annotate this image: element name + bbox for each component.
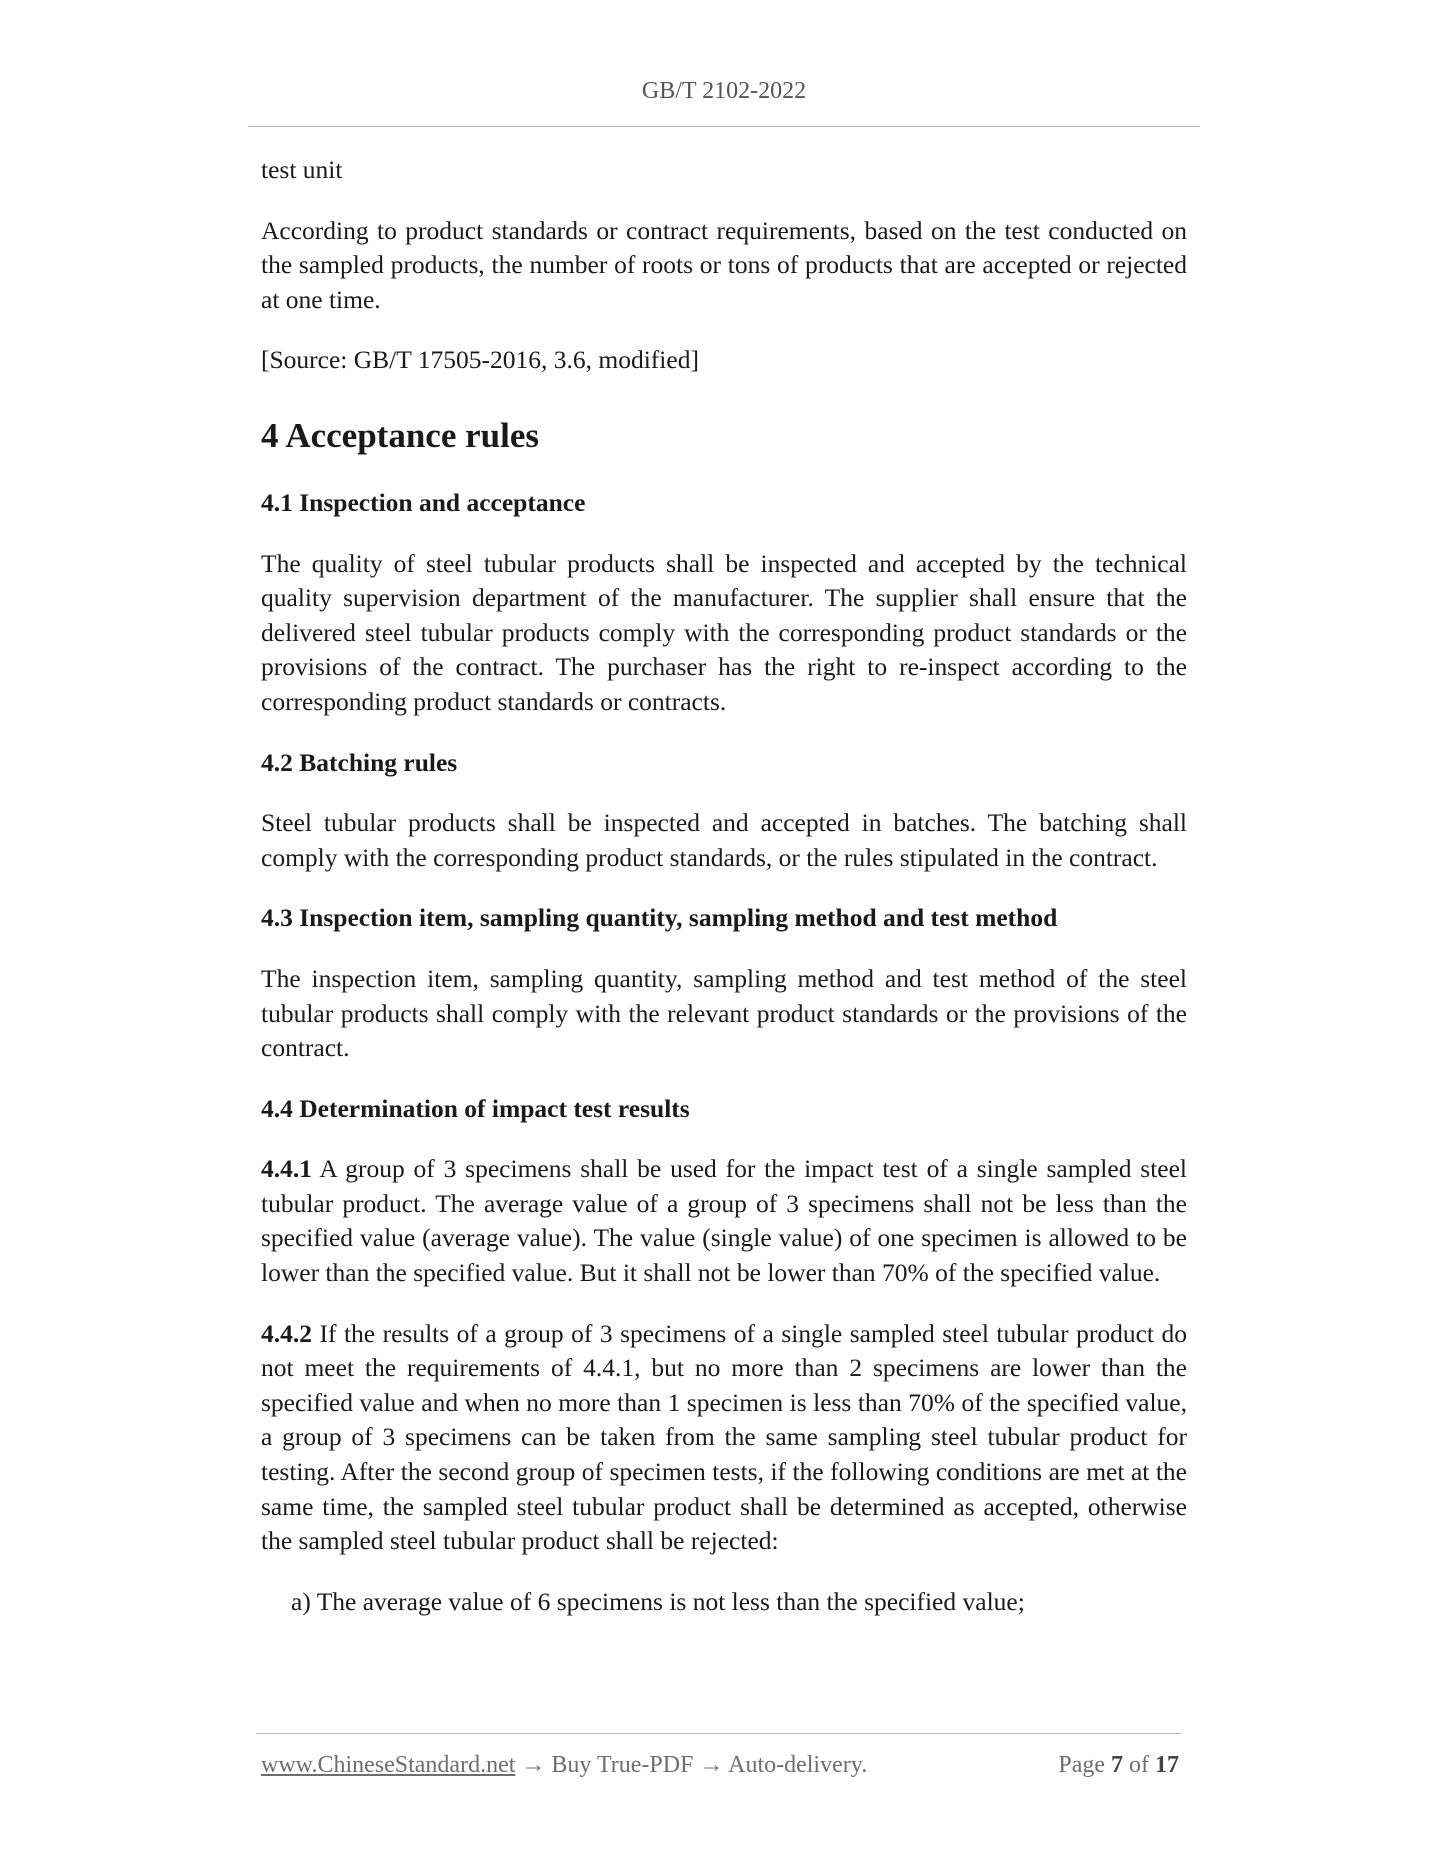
promo-text: → Buy True-PDF → Auto-delivery. (515, 1752, 868, 1778)
clause-4-4-1-text: A group of 3 specimens shall be used for the impact test of a single sampled steel tubular product. The average value of a group of 3 specimens shall not be less than the specified value (average value). The value (single value) of one specimen is allowed to be lower than the specified value. But it shall not be lower than 70% of the specified value. (261, 1154, 1188, 1288)
current-page-number: 7 (1111, 1752, 1123, 1778)
clause-4-4-1 (261, 1152, 1187, 1290)
of-label: of (1123, 1752, 1155, 1778)
subsection-4-4-heading: 4.4 Determination of impact test results (261, 1093, 690, 1123)
header-divider (248, 126, 1200, 127)
clause-4-4-1-number: 4.4.1 (261, 1154, 312, 1184)
subsection-4-3-text: The inspection item, sampling quantity, sampling method and test method of the steel tubular products shall comply with the relevant product standards or the provisions of the contract. (261, 963, 1187, 1063)
subsection-4-2-heading: 4.2 Batching rules (261, 747, 458, 777)
subsection-4-1-text: The quality of steel tubular products shall be inspected and accepted by the technical quality supervision department of the manufacturer. The supplier shall ensure that the delivered steel tubular products comply with the corresponding product standards or the provisions of the contract. The purchaser has the right to re-inspect according to the corresponding product standards or contracts. (261, 548, 1187, 716)
subsection-4-1-heading: 4.1 Inspection and acceptance (261, 487, 586, 517)
term-title: test unit (261, 155, 343, 184)
section-4-heading: 4 Acceptance rules (261, 415, 539, 455)
clause-4-4-2-number: 4.4.2 (261, 1318, 312, 1348)
list-item-a: a) The average value of 6 specimens is not less than the specified value; (291, 1586, 1025, 1616)
total-pages-number: 17 (1155, 1752, 1179, 1778)
subsection-4-2-text: Steel tubular products shall be inspected and accepted in batches. The batching shall comply with the corresponding product standards, or the rules stipulated in the contract. (261, 808, 1187, 872)
term-source: [Source: GB/T 17505-2016, 3.6, modified] (261, 345, 699, 375)
clause-4-4-2-text: If the results of a group of 3 specimens of a single sampled steel tubular product do not meet the requirements of 4.4.1, but no more than 2 specimens are lower than the specified value and when no more than 1 specimen is less than 70% of the specified value, a group of 3 specimens can be taken from the same sampling steel tubular product for testing. After the second group of specimen tests, if the following conditions are met at the same time, the sampled steel tubular product shall be determined as accepted, otherwise the sampled steel tubular product shall be rejected: (261, 1318, 1187, 1556)
subsection-4-3-heading: 4.3 Inspection item, sampling quantity, sampling method and test method (261, 903, 1058, 933)
page-body (261, 153, 1187, 1645)
footer-divider (256, 1733, 1181, 1734)
clause-4-4-2 (261, 1317, 1187, 1559)
page-indicator (1058, 1752, 1179, 1779)
term-definition: According to product standards or contract requirements, based on the test conducted on the sampled products, the number of roots or tons of products that are accepted or rejected at one time. (261, 215, 1187, 314)
running-header: GB/T 2102-2022 (641, 78, 807, 104)
site-link[interactable]: www.ChineseStandard.net (261, 1752, 516, 1778)
page-label: Page (1058, 1752, 1111, 1778)
footer-promo (261, 1752, 867, 1779)
